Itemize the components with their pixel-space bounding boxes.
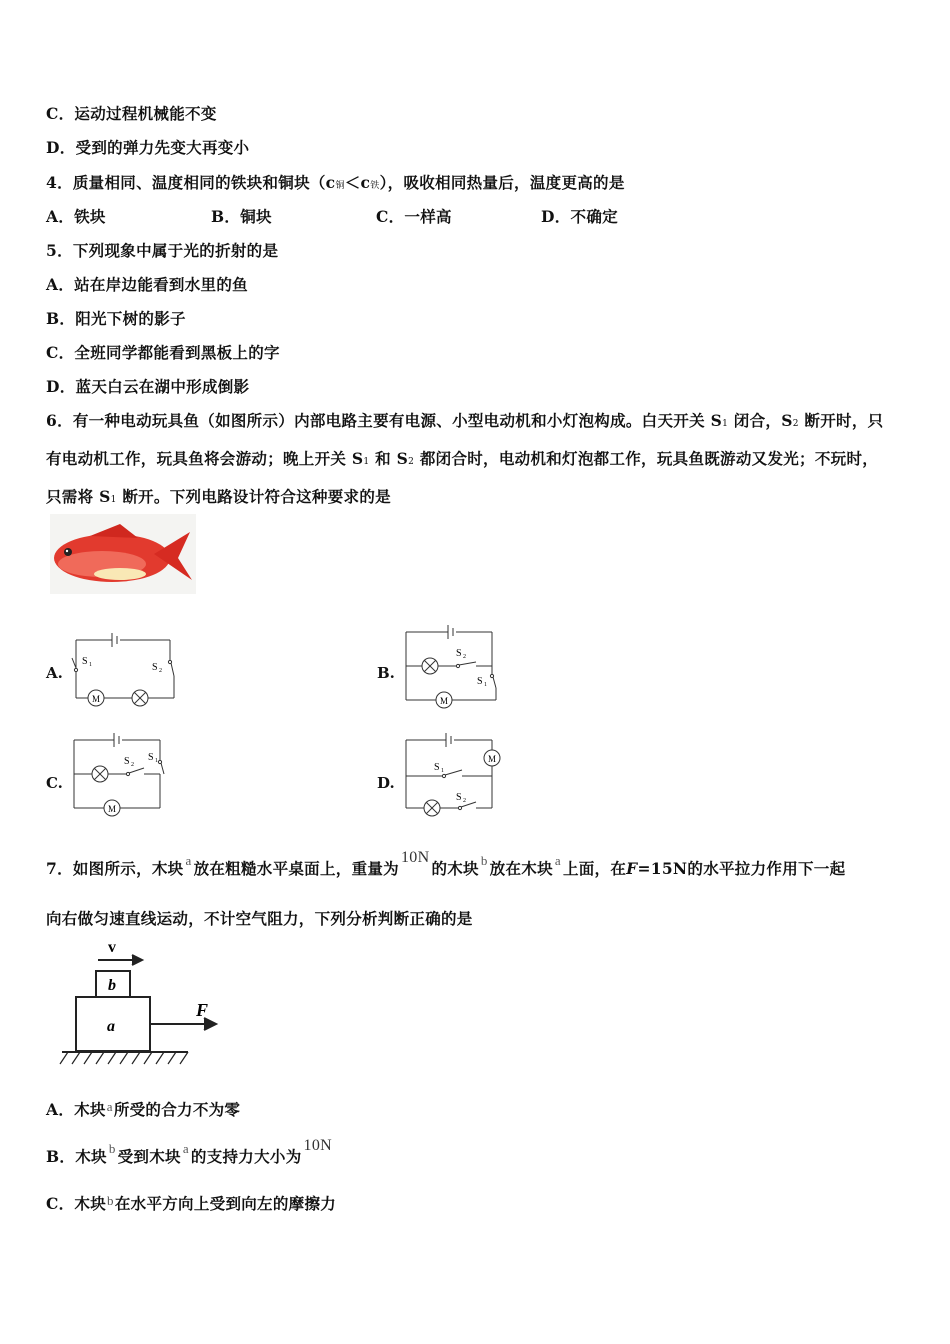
q7-option-b: B．木块 $^b$ 受到木块 $^a$ 的支持力大小为10N bbox=[46, 1137, 332, 1166]
switch-s2-label: S bbox=[456, 648, 462, 659]
switch-s2-sub: 2 bbox=[463, 654, 466, 660]
q7-option-c: C．木块$^b$在水平方向上受到向左的摩擦力 bbox=[46, 1193, 337, 1213]
q7-option-a: A．木块$^a$所受的合力不为零 bbox=[46, 1099, 241, 1119]
motor-label: M bbox=[488, 754, 497, 764]
switch-s2-sub: 2 bbox=[463, 798, 466, 804]
force-label: F bbox=[196, 1000, 209, 1020]
q4-option-b: B．铜块 bbox=[211, 207, 272, 226]
circuit-a-label: A. bbox=[46, 664, 63, 682]
switch-s1-sub: 1 bbox=[155, 758, 158, 764]
q4-option-d: D．不确定 bbox=[541, 207, 618, 226]
switch-s1-sub: 1 bbox=[484, 682, 487, 688]
switch-s1-label: S bbox=[477, 676, 483, 687]
motor-label: M bbox=[440, 696, 449, 706]
motor-label: M bbox=[108, 804, 117, 814]
switch-s1-label: S bbox=[434, 762, 440, 773]
switch-s1-sub: 1 bbox=[441, 768, 444, 774]
circuit-b-label: B. bbox=[377, 664, 395, 682]
q4-option-c: C．一样高 bbox=[376, 207, 452, 226]
switch-s2-label: S bbox=[124, 756, 130, 767]
q4-options bbox=[46, 205, 746, 225]
switch-s2-sub: 2 bbox=[159, 668, 162, 674]
q3-option-d: D．受到的弹力先变大再变小 bbox=[46, 138, 250, 157]
block-a-label: a bbox=[107, 1018, 115, 1035]
switch-s2-label: S bbox=[152, 662, 158, 673]
switch-s2-sub: 2 bbox=[131, 762, 134, 768]
circuit-d-diagram bbox=[400, 732, 510, 820]
q4-option-a: A．铁块 bbox=[46, 207, 106, 226]
q7-stem-line2: 向右做匀速直线运动，不计空气阻力，下列分析判断正确的是 bbox=[46, 909, 473, 928]
q6-stem-line2: 有电动机工作，玩具鱼将会游动；晚上开关 S1 和 S2 都闭合时，电动机和灯泡都工作，玩具鱼既游动又发光；不玩时， bbox=[46, 449, 879, 468]
block-force-diagram bbox=[58, 934, 228, 1070]
q5-option-b: B．阳光下树的影子 bbox=[46, 309, 186, 328]
circuit-a-diagram bbox=[70, 630, 180, 712]
circuit-d-label: D. bbox=[377, 774, 395, 792]
q7-stem-line1: 7．如图所示，木块 $^a$ 放在粗糙水平桌面上，重量为10N的木块 $^b$ 放在木块 $^a$ 上面，在F=15N的水平拉力作用下一起 bbox=[46, 849, 846, 878]
motor-label: M bbox=[92, 694, 101, 704]
switch-s1-label: S bbox=[148, 752, 154, 763]
q5-option-a: A．站在岸边能看到水里的鱼 bbox=[46, 275, 248, 294]
circuit-c-diagram bbox=[68, 732, 178, 820]
q6-stem-line1: 6．有一种电动玩具鱼（如图所示）内部电路主要有电源、小型电动机和小灯泡构成。白天开关 S1 闭合，S2 断开时，只 bbox=[46, 411, 884, 430]
block-b-label: b bbox=[108, 977, 116, 994]
q6-stem-line3: 只需将 S1 断开。下列电路设计符合这种要求的是 bbox=[46, 487, 391, 506]
q3-option-c: C．运动过程机械能不变 bbox=[46, 104, 217, 123]
velocity-label: v bbox=[108, 939, 116, 956]
switch-s2-label: S bbox=[456, 792, 462, 803]
circuit-c-label: C. bbox=[46, 774, 63, 792]
circuit-b-diagram bbox=[400, 624, 510, 712]
q5-option-c: C．全班同学都能看到黑板上的字 bbox=[46, 343, 280, 362]
q5-stem: 5．下列现象中属于光的折射的是 bbox=[46, 241, 279, 260]
switch-s1-label: S bbox=[82, 656, 88, 667]
q5-option-d: D．蓝天白云在湖中形成倒影 bbox=[46, 377, 250, 396]
toy-fish-image bbox=[50, 514, 196, 594]
q4-stem: 4．质量相同、温度相同的铁块和铜块（c铜＜c铁），吸收相同热量后，温度更高的是 bbox=[46, 173, 625, 192]
switch-s1-sub: 1 bbox=[89, 662, 92, 668]
